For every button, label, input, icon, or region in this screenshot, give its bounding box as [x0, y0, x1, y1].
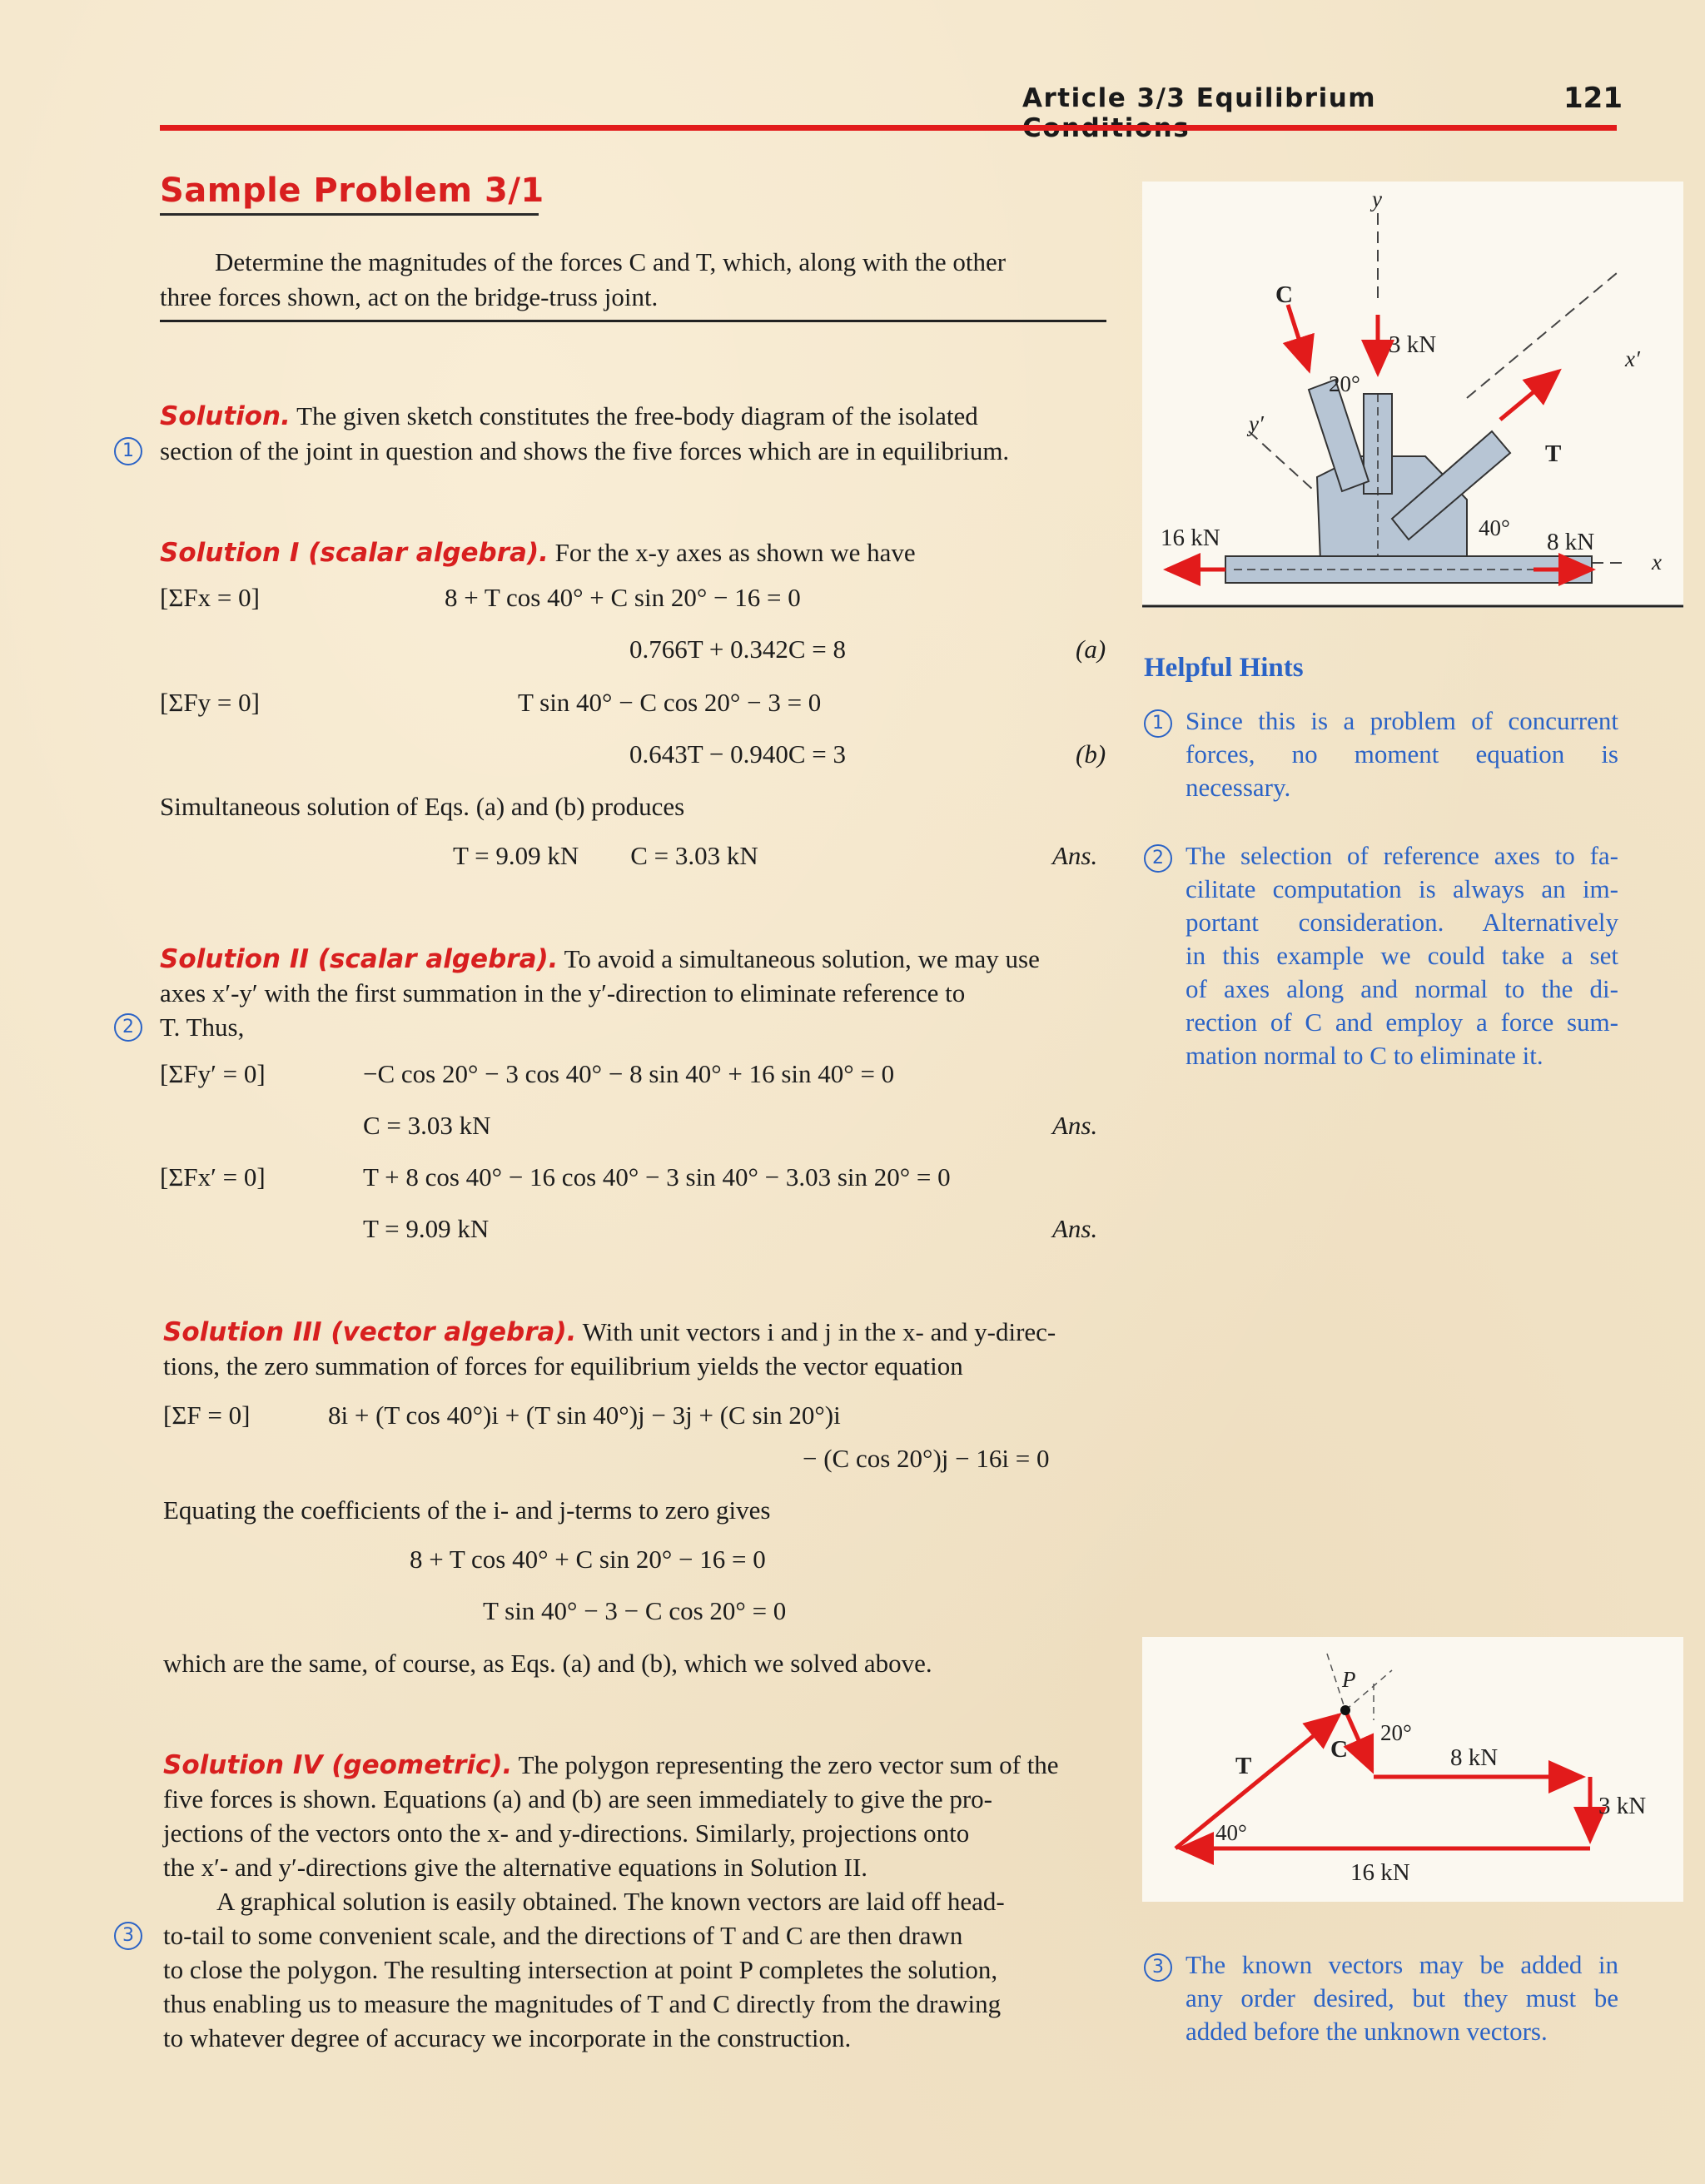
fig1-label-C: C	[1275, 281, 1293, 308]
sol3-eq-b: T sin 40° − 3 − C cos 20° = 0	[483, 1596, 787, 1625]
solution-text: The given sketch constitutes the free-body diagram of the isolated	[290, 401, 978, 430]
fig2-label-3kN: 3 kN	[1598, 1793, 1647, 1819]
sol1-eq1-label: [ΣFx = 0]	[160, 583, 260, 612]
fig2-label-T: T	[1235, 1753, 1252, 1779]
sol1-eq1b: 0.766T + 0.342C = 8	[629, 634, 847, 664]
fig1-label-y: y	[1372, 187, 1382, 211]
sol2-ans1: Ans.	[1052, 1111, 1098, 1140]
solution1-intro-text: For the x-y axes as shown we have	[548, 538, 916, 567]
fig1-label-16kN: 16 kN	[1161, 525, 1220, 551]
sol1-simultaneous: Simultaneous solution of Eqs. (a) and (b) produces	[160, 792, 685, 821]
figure-force-polygon	[1142, 1637, 1683, 1902]
helpful-hints-title: Helpful Hints	[1144, 653, 1304, 683]
solution2-line2: axes x′-y′ with the first summation in the y′-direction to eliminate reference to	[160, 978, 966, 1007]
fig1-label-x-prime: x′	[1625, 346, 1640, 371]
hint-1-marker: 1	[1144, 709, 1172, 738]
fig2-label-8kN: 8 kN	[1450, 1744, 1499, 1771]
hint-3-marker: 3	[1144, 1953, 1172, 1982]
solution3-line1-text: With unit vectors i and j in the x- and y-direc-	[576, 1317, 1056, 1346]
solution3-line1	[163, 1315, 1056, 1350]
fig1-label-T: T	[1545, 440, 1562, 467]
sol2-eq1-label: [ΣFy′ = 0]	[160, 1059, 266, 1088]
solution4-line1	[163, 1748, 1059, 1783]
sol3-eq-line1: 8i + (T cos 40°)i + (T sin 40°)j − 3j + (C sin 20°)i	[328, 1400, 841, 1430]
hint-2-line6: rection of C and employ a force sum-	[1186, 1007, 1618, 1037]
header-rule	[160, 125, 1617, 131]
sol2-eq2-result: T = 9.09 kN	[363, 1214, 490, 1243]
fig1-label-40: 40°	[1479, 515, 1510, 540]
solution4-line7: to close the polygon. The resulting intersection at point P completes the solution,	[163, 1955, 998, 1984]
solution4-line9: to whatever degree of accuracy we incorporate in the construction.	[163, 2023, 852, 2052]
hint-1-line2: forces, no moment equation is	[1186, 739, 1618, 769]
sol3-eq-a: 8 + T cos 40° + C sin 20° − 16 = 0	[410, 1545, 766, 1574]
solution-intro-line2: section of the joint in question and shows the five forces which are in equilibrium.	[160, 436, 1010, 465]
hint-3-line1: The known vectors may be added in	[1186, 1950, 1618, 1979]
sol2-ans2: Ans.	[1052, 1214, 1098, 1243]
eq-tag-b: (b)	[1076, 739, 1106, 769]
fig2-label-P: P	[1342, 1667, 1356, 1692]
fig1-label-x: x	[1652, 550, 1662, 575]
title-underline	[160, 213, 539, 216]
fig2-label-16kN: 16 kN	[1350, 1859, 1410, 1886]
solution2-heading: Solution II (scalar algebra).	[160, 944, 559, 974]
hint-marker-1[interactable]: 1	[114, 437, 142, 465]
statement-rule	[160, 320, 1106, 322]
hint-1-line1: Since this is a problem of concurrent	[1186, 706, 1618, 735]
solution1-intro	[160, 535, 916, 570]
solution3-heading: Solution III (vector algebra).	[163, 1317, 577, 1347]
hint-marker-3[interactable]: 3	[114, 1922, 142, 1950]
solution4-line4: the x′- and y′-directions give the alternative equations in Solution II.	[163, 1853, 868, 1882]
truss-joint-svg	[1142, 182, 1683, 608]
solution1-heading: Solution I (scalar algebra).	[160, 538, 549, 568]
hint-marker-2[interactable]: 2	[114, 1013, 142, 1042]
hint-1-line3: necessary.	[1186, 773, 1291, 802]
problem-statement-line1: Determine the magnitudes of the forces C and T, which, along with the other	[215, 247, 1007, 276]
solution4-line8: thus enabling us to measure the magnitudes of T and C directly from the drawing	[163, 1989, 1002, 2018]
page-number: 121	[1563, 82, 1623, 115]
hint-3-line2: any order desired, but they must be	[1186, 1983, 1618, 2012]
sample-problem-title: Sample Problem 3/1	[160, 172, 544, 210]
sol3-closing: which are the same, of course, as Eqs. (a) and (b), which we solved above.	[163, 1649, 932, 1678]
hint-2-line5: of axes along and normal to the di-	[1186, 974, 1618, 1003]
eq-tag-a: (a)	[1076, 634, 1106, 664]
sol2-eq1-result: C = 3.03 kN	[363, 1111, 491, 1140]
fig1-label-20: 20°	[1329, 371, 1360, 396]
solution4-line6: to-tail to some convenient scale, and the directions of T and C are then drawn	[163, 1921, 963, 1950]
problem-statement-line2: three forces shown, act on the bridge-truss joint.	[160, 282, 659, 311]
solution4-line3: jections of the vectors onto the x- and y-directions. Similarly, projections onto	[163, 1818, 970, 1848]
fig2-label-C: C	[1330, 1736, 1348, 1763]
running-header-title: Article 3/3 Equilibrium	[1022, 83, 1377, 113]
sol3-equating: Equating the coefficients of the i- and j-terms to zero gives	[163, 1495, 771, 1525]
solution2-line3: T. Thus,	[160, 1012, 245, 1042]
sol2-eq1: −C cos 20° − 3 cos 40° − 8 sin 40° + 16 sin 40° = 0	[363, 1059, 895, 1088]
sol1-eq2b: 0.643T − 0.940C = 3	[629, 739, 847, 769]
hint-2-line1: The selection of reference axes to fa-	[1186, 841, 1618, 870]
fig2-label-20: 20°	[1380, 1720, 1412, 1745]
sol2-eq2: T + 8 cos 40° − 16 cos 40° − 3 sin 40° − 3.03 sin 20° = 0	[363, 1162, 951, 1191]
solution3-line2: tions, the zero summation of forces for equilibrium yields the vector equation	[163, 1351, 963, 1381]
fig1-label-y-prime: y′	[1249, 411, 1264, 436]
sol2-eq2-label: [ΣFx′ = 0]	[160, 1162, 266, 1191]
hint-2-line7: mation normal to C to eliminate it.	[1186, 1041, 1543, 1070]
hint-3-line3: added before the unknown vectors.	[1186, 2017, 1548, 2046]
solution2-line1-text: To avoid a simultaneous solution, we may use	[558, 944, 1040, 973]
sol3-eq-label: [ΣF = 0]	[163, 1400, 251, 1430]
solution4-line1-text: The polygon representing the zero vector sum of the	[512, 1750, 1059, 1779]
solution4-heading: Solution IV (geometric).	[163, 1750, 513, 1780]
fig1-label-3kN: 3 kN	[1389, 331, 1437, 358]
hint-2-line2: cilitate computation is always an im-	[1186, 874, 1618, 903]
figure-truss-joint	[1142, 182, 1683, 608]
solution2-line1	[160, 942, 1040, 977]
hint-2-line4: in this example we could take a set	[1186, 941, 1618, 970]
solution4-line2: five forces is shown. Equations (a) and (b) are seen immediately to give the pro-	[163, 1784, 992, 1813]
sol1-result: T = 9.09 kN C = 3.03 kN	[453, 841, 758, 870]
hint-2-line3: portant consideration. Alternatively	[1186, 908, 1618, 937]
solution-intro-line1	[160, 399, 978, 434]
sol3-eq-line2: − (C cos 20°)j − 16i = 0	[803, 1444, 1050, 1473]
sol1-eq2: T sin 40° − C cos 20° − 3 = 0	[518, 688, 822, 717]
sol1-ans: Ans.	[1052, 841, 1098, 870]
sol1-eq1: 8 + T cos 40° + C sin 20° − 16 = 0	[445, 583, 801, 612]
sol1-eq2-label: [ΣFy = 0]	[160, 688, 260, 717]
solution4-line5: A graphical solution is easily obtained. The known vectors are laid off head-	[216, 1887, 1005, 1916]
fig1-label-8kN: 8 kN	[1547, 529, 1595, 555]
solution-heading: Solution.	[160, 401, 291, 431]
fig2-label-40: 40°	[1215, 1820, 1247, 1845]
hint-2-marker: 2	[1144, 844, 1172, 873]
force-polygon-svg	[1142, 1637, 1683, 1902]
